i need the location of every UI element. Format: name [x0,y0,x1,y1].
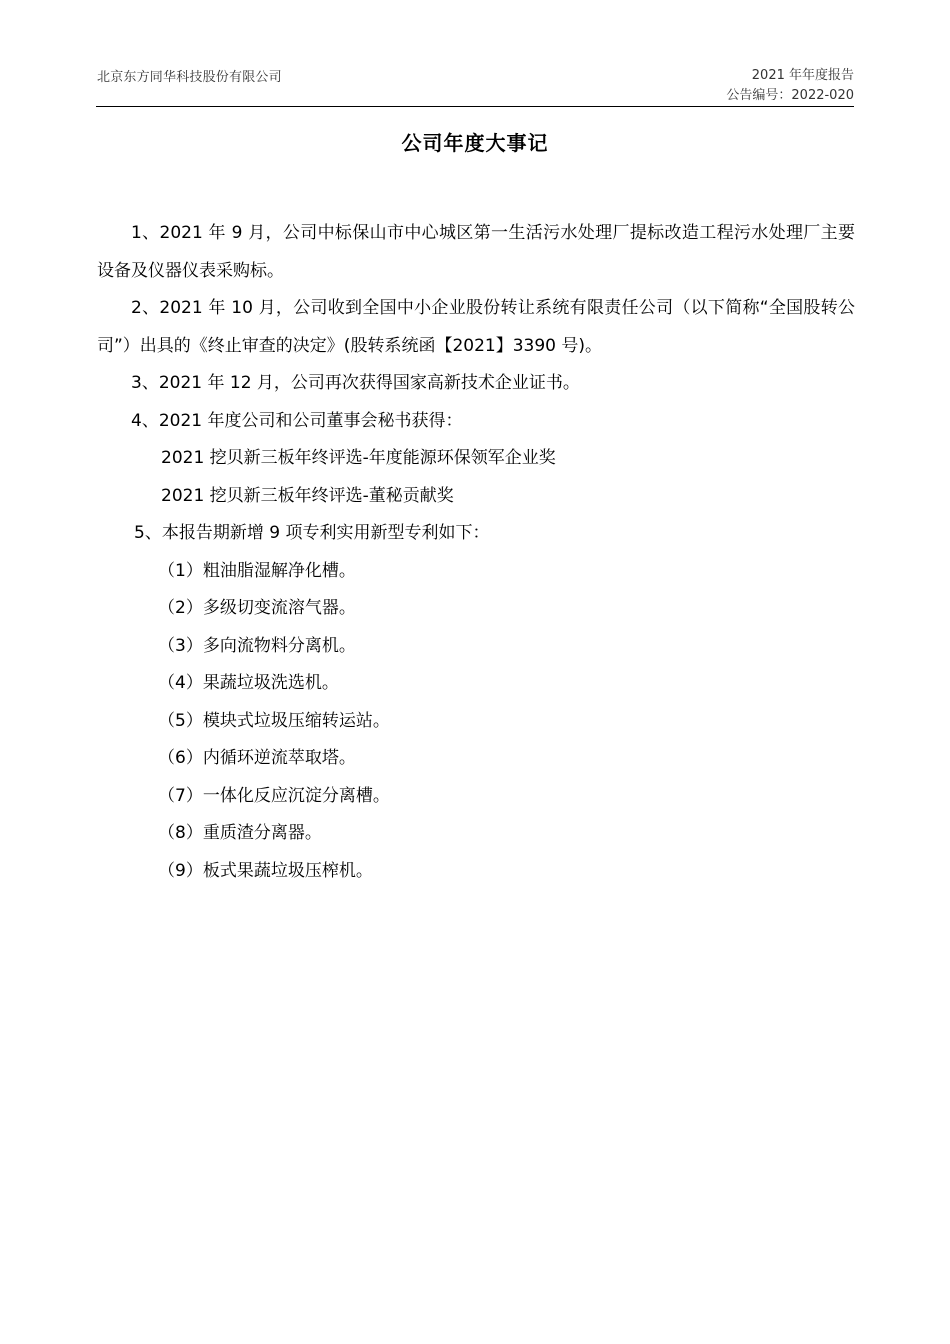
page-title: 公司年度大事记 [401,131,549,155]
event-item-4: 4、2021 年度公司和公司董事会秘书获得： [131,410,463,431]
award-item-2: 2021 挖贝新三板年终评选-董秘贡献奖 [161,485,454,506]
patent-item-5: （5）模块式垃圾压缩转运站。 [158,710,390,731]
report-title: 2021 年年度报告 [751,68,854,83]
event-item-1: 1、2021 年 9 月，公司中标保山市中心城区第一生活污水处理厂提标改造工程污水处理厂主要设备及仪器仪表采购标。 [97,223,855,281]
header-right-block [726,66,854,106]
patents-intro: 5、本报告期新增 9 项专利实用新型专利如下： [134,523,490,543]
event-item-3: 3、2021 年 12 月，公司再次获得国家高新技术企业证书。 [131,373,580,393]
header-divider [96,106,854,107]
event-item-2: 2、2021 年 10 月，公司收到全国中小企业股份转让系统有限责任公司（以下简称“全国股转公司”）出具的《终止审查的决定》(股转系统函【2021】3390 号)。 [97,298,855,356]
announcement-number: 公告编号：2022-020 [726,88,854,103]
award-item-1: 2021 挖贝新三板年终评选-年度能源环保领军企业奖 [161,448,556,468]
patent-item-1: （1）粗油脂湿解净化槽。 [158,560,356,581]
document-body [97,215,855,890]
company-name: 北京东方同华科技股份有限公司 [97,70,282,85]
patent-item-3: （3）多向流物料分离机。 [158,635,356,656]
patent-item-4: （4）果蔬垃圾洗选机。 [158,673,339,693]
patent-item-6: （6）内循环逆流萃取塔。 [158,748,356,768]
patent-item-8: （8）重质渣分离器。 [158,823,322,843]
patent-item-7: （7）一体化反应沉淀分离槽。 [158,785,390,806]
patent-item-9: （9）板式果蔬垃圾压榨机。 [158,860,373,881]
patent-item-2: （2）多级切变流溶气器。 [158,598,356,618]
